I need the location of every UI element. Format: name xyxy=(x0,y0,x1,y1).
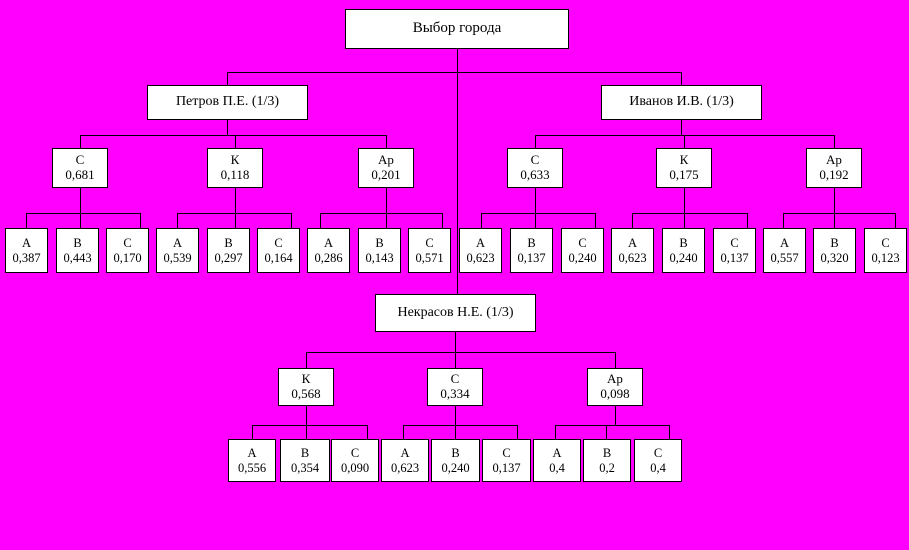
edge-crit-6-stem xyxy=(306,406,307,425)
alternative-node-6[interactable] xyxy=(307,228,350,273)
alternative-node-16-code: В xyxy=(830,236,839,251)
edge-crit-3-leaf-2 xyxy=(595,213,596,228)
alternative-node-19-value: 0,354 xyxy=(290,460,320,475)
alternative-node-4-code: В xyxy=(224,236,233,251)
alternative-node-11[interactable] xyxy=(561,228,604,273)
edge-crit-7-bus xyxy=(403,425,518,426)
alternative-node-15-code: А xyxy=(779,236,790,251)
edge-crit-1-stem xyxy=(235,188,236,213)
edge-crit-3-stem xyxy=(535,188,536,213)
alternative-node-15[interactable] xyxy=(763,228,806,273)
alternative-node-18-code: А xyxy=(247,446,257,461)
alternative-node-9[interactable] xyxy=(459,228,502,273)
alternative-node-6-value: 0,286 xyxy=(314,250,343,265)
alternative-node-15-value: 0,557 xyxy=(770,250,799,265)
edge-crit-8-stem xyxy=(615,406,616,425)
alternative-node-3[interactable] xyxy=(156,228,199,273)
edge-expert-1-bus xyxy=(535,135,835,136)
alternative-node-23-value: 0,137 xyxy=(492,460,521,475)
criterion-node-5-code: Ар xyxy=(826,152,842,168)
edge-crit-2-stem xyxy=(386,188,387,213)
criterion-node-4-value: 0,175 xyxy=(669,167,699,182)
edge-crit-7-leaf-1 xyxy=(455,425,456,439)
criterion-node-2[interactable] xyxy=(358,148,414,188)
alternative-node-17[interactable] xyxy=(864,228,907,273)
criterion-node-5-value: 0,192 xyxy=(819,167,849,182)
alternative-node-0[interactable] xyxy=(5,228,48,273)
alternative-node-13-code: В xyxy=(679,236,688,251)
criterion-node-8-code: Ар xyxy=(607,371,623,387)
edge-crit-8-leaf-1 xyxy=(606,425,607,439)
criterion-node-1-value: 0,118 xyxy=(220,167,250,182)
edge-expert-1-to-crit-5 xyxy=(834,135,835,148)
edge-crit-5-leaf-2 xyxy=(895,213,896,228)
criterion-node-2-code: Ар xyxy=(378,152,394,168)
alternative-node-23[interactable] xyxy=(482,439,531,482)
edge-crit-6-leaf-1 xyxy=(306,425,307,439)
expert-node-0[interactable] xyxy=(147,85,308,120)
alternative-node-26-code: С xyxy=(653,446,663,461)
edge-crit-0-leaf-2 xyxy=(140,213,141,228)
alternative-node-5[interactable] xyxy=(257,228,300,273)
alternative-node-11-value: 0,240 xyxy=(568,250,597,265)
alternative-node-2-code: С xyxy=(123,236,132,251)
expert-node-1-label: Иванов И.В. (1/3) xyxy=(629,94,734,110)
alternative-node-2[interactable] xyxy=(106,228,149,273)
criterion-node-4-code: К xyxy=(679,152,689,168)
alternative-node-20[interactable] xyxy=(331,439,379,482)
root-node[interactable] xyxy=(345,9,569,49)
edge-crit-1-leaf-2 xyxy=(291,213,292,228)
alternative-node-21-value: 0,623 xyxy=(390,460,420,475)
alternative-node-23-code: С xyxy=(502,446,511,461)
criterion-node-0[interactable] xyxy=(52,148,108,188)
alternative-node-25[interactable] xyxy=(583,439,631,482)
alternative-node-10[interactable] xyxy=(510,228,553,273)
edge-crit-2-leaf-1 xyxy=(386,213,387,228)
alternative-node-9-value: 0,623 xyxy=(466,250,495,265)
criterion-node-6[interactable] xyxy=(278,368,334,406)
alternative-node-4[interactable] xyxy=(207,228,250,273)
criterion-node-8-value: 0,098 xyxy=(600,386,630,401)
alternative-node-20-code: С xyxy=(350,446,360,461)
edge-crit-8-leaf-0 xyxy=(555,425,556,439)
criterion-node-7[interactable] xyxy=(427,368,483,406)
alternative-node-1-code: В xyxy=(73,236,82,251)
alternative-node-9-code: А xyxy=(475,236,486,251)
criterion-node-6-value: 0,568 xyxy=(291,386,321,401)
alternative-node-22-value: 0,240 xyxy=(441,460,470,475)
alternative-node-14-code: С xyxy=(730,236,739,251)
alternative-node-26-value: 0,4 xyxy=(650,460,666,475)
alternative-node-4-value: 0,297 xyxy=(214,250,243,265)
alternative-node-0-code: А xyxy=(21,236,32,251)
alternative-node-19-code: В xyxy=(300,446,310,461)
alternative-node-20-value: 0,090 xyxy=(340,460,370,475)
criterion-node-5[interactable] xyxy=(806,148,862,188)
alternative-node-24-value: 0,4 xyxy=(549,460,565,475)
edge-root-stem xyxy=(457,49,458,72)
edge-crit-0-leaf-1 xyxy=(80,213,81,228)
edge-expert-1-to-crit-3 xyxy=(535,135,536,148)
edge-crit-6-leaf-2 xyxy=(367,425,368,439)
edge-crit-4-leaf-2 xyxy=(747,213,748,228)
alternative-node-24-code: А xyxy=(552,446,562,461)
edge-to-expert-1 xyxy=(681,72,682,85)
criterion-node-1-code: К xyxy=(230,152,240,168)
criterion-node-4[interactable] xyxy=(656,148,712,188)
alternative-node-2-value: 0,170 xyxy=(113,250,142,265)
alternative-node-17-value: 0,123 xyxy=(871,250,900,265)
edge-crit-6-leaf-0 xyxy=(252,425,253,439)
alternative-node-12-value: 0,623 xyxy=(618,250,647,265)
edge-crit-4-bus xyxy=(632,213,748,214)
alternative-node-19[interactable] xyxy=(280,439,330,482)
edge-crit-8-leaf-2 xyxy=(669,425,670,439)
edge-expert-0-to-crit-1 xyxy=(235,135,236,148)
alternative-node-1-value: 0,443 xyxy=(63,250,92,265)
expert-node-0-label: Петров П.Е. (1/3) xyxy=(175,94,280,110)
alternative-node-25-code: В xyxy=(602,446,612,461)
alternative-node-11-code: С xyxy=(578,236,587,251)
alternative-node-14-value: 0,137 xyxy=(720,250,749,265)
edge-to-expert-0 xyxy=(227,72,228,85)
alternative-node-22[interactable] xyxy=(431,439,480,482)
edge-crit-3-leaf-0 xyxy=(481,213,482,228)
criterion-node-3-code: С xyxy=(530,152,540,168)
criterion-node-7-value: 0,334 xyxy=(440,386,470,401)
edge-crit-7-stem xyxy=(455,406,456,425)
criterion-node-6-code: К xyxy=(301,371,311,387)
alternative-node-12-code: А xyxy=(627,236,638,251)
expert-node-2-label: Некрасов Н.Е. (1/3) xyxy=(397,304,514,320)
edge-crit-5-bus xyxy=(783,213,896,214)
edge-expert-0-to-crit-0 xyxy=(80,135,81,148)
alternative-node-26[interactable] xyxy=(634,439,682,482)
edge-crit-4-leaf-1 xyxy=(684,213,685,228)
edge-crit-1-leaf-0 xyxy=(177,213,178,228)
alternative-node-16-value: 0,320 xyxy=(820,250,849,265)
edge-crit-2-leaf-0 xyxy=(320,213,321,228)
criterion-node-3[interactable] xyxy=(507,148,563,188)
alternative-node-8-value: 0,571 xyxy=(415,250,444,265)
edge-crit-7-leaf-0 xyxy=(403,425,404,439)
edge-expert-1-to-crit-4 xyxy=(684,135,685,148)
alternative-node-10-code: В xyxy=(527,236,536,251)
edge-expert-0-stem xyxy=(227,120,228,135)
edge-crit-2-bus xyxy=(320,213,443,214)
edge-expert-1-stem xyxy=(681,120,682,135)
alternative-node-3-value: 0,539 xyxy=(163,250,192,265)
edge-crit-0-leaf-0 xyxy=(26,213,27,228)
edge-crit-7-leaf-2 xyxy=(517,425,518,439)
alternative-node-24[interactable] xyxy=(533,439,581,482)
alternative-node-16[interactable] xyxy=(813,228,856,273)
edge-expert-2-to-crit-8 xyxy=(615,352,616,368)
expert-node-2[interactable] xyxy=(375,294,536,332)
edge-crit-3-leaf-1 xyxy=(535,213,536,228)
alternative-node-12[interactable] xyxy=(611,228,654,273)
edge-root-bus xyxy=(227,72,682,73)
alternative-node-14[interactable] xyxy=(713,228,756,273)
criterion-node-3-value: 0,633 xyxy=(520,167,550,182)
alternative-node-7[interactable] xyxy=(358,228,401,273)
alternative-node-18[interactable] xyxy=(228,439,276,482)
criterion-node-0-value: 0,681 xyxy=(65,167,95,182)
alternative-node-0-value: 0,387 xyxy=(12,250,41,265)
edge-crit-2-leaf-2 xyxy=(442,213,443,228)
edge-expert-0-to-crit-2 xyxy=(386,135,387,148)
edge-expert-2-bus xyxy=(306,352,616,353)
edge-to-expert-2 xyxy=(457,72,458,294)
expert-node-1[interactable] xyxy=(601,85,762,120)
alternative-node-13[interactable] xyxy=(662,228,705,273)
alternative-node-22-code: В xyxy=(451,446,460,461)
edge-crit-5-leaf-1 xyxy=(834,213,835,228)
alternative-node-8[interactable] xyxy=(408,228,451,273)
edge-crit-1-leaf-1 xyxy=(235,213,236,228)
edge-crit-3-bus xyxy=(481,213,596,214)
edge-crit-6-bus xyxy=(252,425,368,426)
edge-expert-0-bus xyxy=(80,135,387,136)
alternative-node-21-code: А xyxy=(400,446,410,461)
edge-crit-8-bus xyxy=(555,425,670,426)
alternative-node-6-code: А xyxy=(323,236,334,251)
alternative-node-7-code: В xyxy=(375,236,384,251)
edge-expert-2-stem xyxy=(455,332,456,352)
alternative-node-7-value: 0,143 xyxy=(365,250,394,265)
alternative-node-8-code: С xyxy=(425,236,434,251)
alternative-node-5-code: С xyxy=(274,236,283,251)
edge-crit-4-leaf-0 xyxy=(632,213,633,228)
alternative-node-18-value: 0,556 xyxy=(237,460,267,475)
criterion-node-2-value: 0,201 xyxy=(371,167,401,182)
root-node-label: Выбор города xyxy=(412,20,502,37)
alternative-node-10-value: 0,137 xyxy=(517,250,546,265)
edge-expert-2-to-crit-6 xyxy=(306,352,307,368)
edge-crit-0-bus xyxy=(26,213,141,214)
edge-crit-4-stem xyxy=(684,188,685,213)
criterion-node-1[interactable] xyxy=(207,148,263,188)
alternative-node-17-code: С xyxy=(881,236,890,251)
edge-crit-5-leaf-0 xyxy=(783,213,784,228)
criterion-node-0-code: С xyxy=(75,152,85,168)
edge-crit-5-stem xyxy=(834,188,835,213)
alternative-node-1[interactable] xyxy=(56,228,99,273)
alternative-node-13-value: 0,240 xyxy=(669,250,698,265)
edge-expert-2-to-crit-7 xyxy=(455,352,456,368)
criterion-node-7-code: С xyxy=(450,371,460,387)
alternative-node-5-value: 0,164 xyxy=(264,250,293,265)
edge-crit-0-stem xyxy=(80,188,81,213)
alternative-node-25-value: 0,2 xyxy=(599,460,615,475)
alternative-node-3-code: А xyxy=(172,236,183,251)
alternative-node-21[interactable] xyxy=(381,439,429,482)
criterion-node-8[interactable] xyxy=(587,368,643,406)
